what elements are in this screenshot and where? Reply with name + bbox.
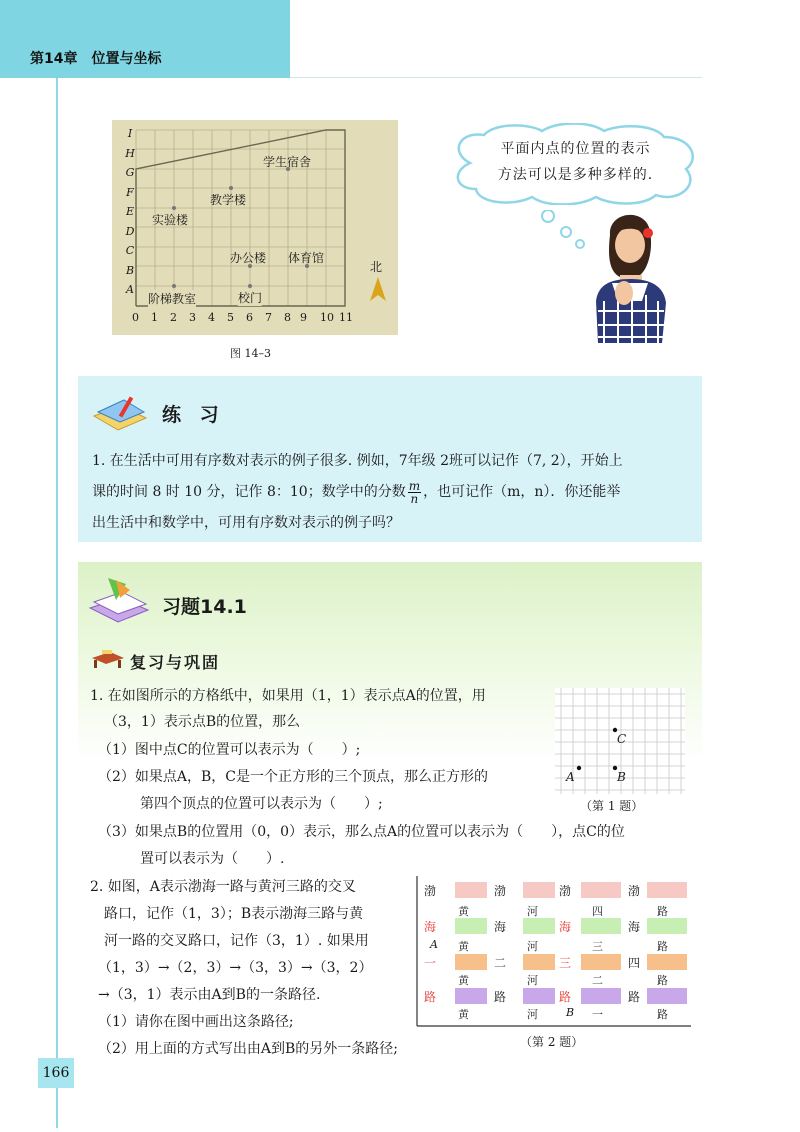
q1-caption: （第 1 题） — [580, 799, 644, 813]
hw-q1-part-1: （1）图中点C的位置可以表示为（ ）; — [98, 742, 361, 758]
road-huanghe-2-c3: 二 — [592, 974, 603, 987]
road-huanghe-3-c3: 三 — [592, 940, 603, 953]
hw-q1-part-3: （3）如果点B的位置用（0，0）表示，那么点A的位置可以表示为（ ），点C的位 — [98, 824, 625, 840]
girl-thinking-illustration — [590, 205, 670, 345]
x-label-11: 11 — [339, 311, 353, 324]
q1-point-a-label: A — [566, 770, 575, 784]
x-label-3: 3 — [189, 311, 196, 324]
exercise-book-icon — [88, 392, 150, 434]
road-bohai-4-lu: 路 — [628, 990, 641, 1004]
building-teaching: 教学楼 — [210, 193, 247, 207]
road-bohai-4-hai: 海 — [628, 920, 641, 934]
hw-q2-line-2: 路口，记作（1，3）；B表示渤海三路与黄 — [104, 906, 364, 922]
fraction-denominator: n — [410, 491, 419, 506]
x-label-2: 2 — [170, 311, 177, 324]
road-huanghe-2-c2: 河 — [527, 974, 538, 987]
exercise-q1-line-3: 出生活中和数学中，可用有序数对表示的例子吗？ — [92, 515, 400, 531]
road-bohai-2-er: 二 — [494, 956, 507, 970]
q1-point-b-label: B — [617, 770, 626, 784]
road-huanghe-4-c3: 四 — [592, 905, 603, 918]
y-label-i: I — [127, 127, 133, 140]
building-lecture-hall: 阶梯教室 — [148, 292, 197, 306]
road-huanghe-3-c4: 路 — [657, 940, 668, 953]
review-subtitle: 复习与巩固 — [130, 653, 221, 672]
x-label-4: 4 — [208, 311, 215, 324]
page-number: 166 — [42, 1065, 70, 1081]
hw-q1-line-2: （3，1）表示点B的位置，那么 — [104, 714, 301, 730]
homework-title: 习题14.1 — [162, 596, 247, 618]
speech-line-1: 平面内点的位置的表示 — [500, 141, 651, 157]
hw-q2-line-4: （1，3）→（2，3）→（3，3）→（3，2） — [98, 960, 373, 976]
road-huanghe-1-c3: 一 — [592, 1008, 603, 1021]
chapter-name: 位置与坐标 — [91, 51, 162, 67]
building-office: 办公楼 — [230, 251, 267, 265]
y-label-c: C — [125, 244, 135, 257]
road-point-a: A — [430, 938, 438, 951]
road-bohai-2-lu: 路 — [494, 990, 507, 1004]
road-huanghe-4-c4: 路 — [657, 905, 668, 918]
road-bohai-3-lu: 路 — [559, 990, 572, 1004]
building-lab: 实验楼 — [152, 213, 189, 227]
chapter-number: 第14章 — [30, 51, 78, 67]
x-label-7: 7 — [265, 311, 272, 324]
road-map-figure — [415, 876, 693, 1031]
road-huanghe-4-c2: 河 — [527, 905, 538, 918]
exercise-q1-text-a: 课的时间 8 时 10 分，记作 8：10；数学中的分数 — [92, 484, 406, 500]
road-col-3-bo: 渤 — [559, 884, 572, 898]
road-bohai-4-si: 四 — [628, 956, 641, 970]
review-desk-icon — [90, 648, 126, 670]
exercise-q1-line-1: 1. 在生活中可用有序数对表示的例子很多. 例如，7年级 2班可以记作（7, 2），开始上 — [92, 453, 623, 469]
chapter-title — [30, 48, 161, 68]
road-huanghe-3-c1: 黄 — [458, 940, 469, 953]
road-point-b: B — [566, 1006, 575, 1019]
speech-bubble-text — [468, 136, 683, 188]
hw-q2-part-1: （1）请你在图中画出这条路径; — [98, 1014, 294, 1030]
building-dormitory: 学生宿舍 — [263, 155, 312, 169]
hw-q1-line-1: 1. 在如图所示的方格纸中，如果用（1，1）表示点A的位置，用 — [90, 688, 486, 704]
exercise-q1-line-2 — [92, 477, 692, 508]
y-label-d: D — [125, 224, 135, 238]
map-y-axis-labels — [124, 124, 136, 300]
road-col-1-bo: 渤 — [424, 884, 437, 898]
fraction-numerator: m — [408, 478, 421, 493]
hw-q2-line-1: 2. 如图，A表示渤海一路与黄河三路的交叉 — [90, 879, 356, 895]
x-label-9: 9 — [300, 311, 307, 324]
x-label-8: 8 — [284, 311, 291, 324]
hw-q2-part-2: （2）用上面的方式写出由A到B的另外一条路径; — [98, 1041, 399, 1057]
y-label-g: G — [125, 166, 135, 179]
exercise-q1-text-b: ，也可记作（m，n）．你还能举 — [423, 484, 621, 500]
road-huanghe-2-c1: 黄 — [458, 974, 469, 987]
road-bohai-1-lu: 路 — [424, 990, 437, 1004]
road-bohai-1-hai: 海 — [424, 920, 437, 934]
header-rule — [290, 77, 702, 78]
road-bohai-3-san: 三 — [559, 956, 572, 970]
q2-caption: （第 2 题） — [520, 1035, 584, 1049]
exercise-question-1 — [92, 446, 692, 539]
building-gym: 体育馆 — [288, 251, 325, 265]
north-label: 北 — [370, 260, 383, 274]
hw-q1-part-3-cont: 置可以表示为（ ）. — [140, 851, 285, 867]
x-label-10: 10 — [320, 311, 334, 324]
building-gate: 校门 — [238, 291, 263, 305]
q1-point-c-label: C — [617, 732, 627, 746]
y-label-a: A — [126, 283, 134, 296]
road-bohai-2-hai: 海 — [494, 920, 507, 934]
hw-q2-line-3: 河一路的交叉路口，记作（3，1）. 如果用 — [104, 933, 369, 949]
y-label-f: F — [126, 185, 134, 199]
y-label-h: H — [125, 146, 135, 160]
y-label-e: E — [125, 205, 135, 218]
homework-books-icon — [86, 574, 152, 630]
hw-q1-part-2-cont: 第四个顶点的位置可以表示为（ ）; — [140, 796, 383, 812]
y-label-b: B — [125, 263, 135, 277]
road-bohai-3-hai: 海 — [559, 920, 572, 934]
exercise-title: 练 习 — [162, 404, 225, 426]
x-label-5: 5 — [227, 311, 234, 324]
x-label-0: 0 — [132, 311, 139, 324]
road-col-4-bo: 渤 — [628, 884, 641, 898]
road-huanghe-2-c4: 路 — [657, 974, 668, 987]
road-huanghe-4-c1: 黄 — [458, 905, 469, 918]
hw-q2-line-5: →（3，1）表示由A到B的一条路径. — [98, 987, 321, 1003]
road-bohai-1-yi: 一 — [424, 956, 437, 970]
x-label-1: 1 — [151, 311, 158, 324]
margin-line — [56, 78, 58, 1128]
road-huanghe-3-c2: 河 — [527, 940, 538, 953]
road-col-2-bo: 渤 — [494, 884, 507, 898]
fraction-m-over-n — [408, 480, 421, 505]
speech-line-2: 方法可以是多种多样的. — [497, 167, 654, 183]
x-label-6: 6 — [246, 311, 253, 324]
north-arrow-icon — [368, 275, 388, 303]
road-huanghe-1-c1: 黄 — [458, 1008, 469, 1021]
road-huanghe-1-c4: 路 — [657, 1008, 668, 1021]
map-caption: 图 14–3 — [230, 347, 271, 360]
road-huanghe-1-c2: 河 — [527, 1008, 538, 1021]
hw-q1-part-2: （2）如果点A，B，C是一个正方形的三个顶点，那么正方形的 — [98, 769, 489, 785]
